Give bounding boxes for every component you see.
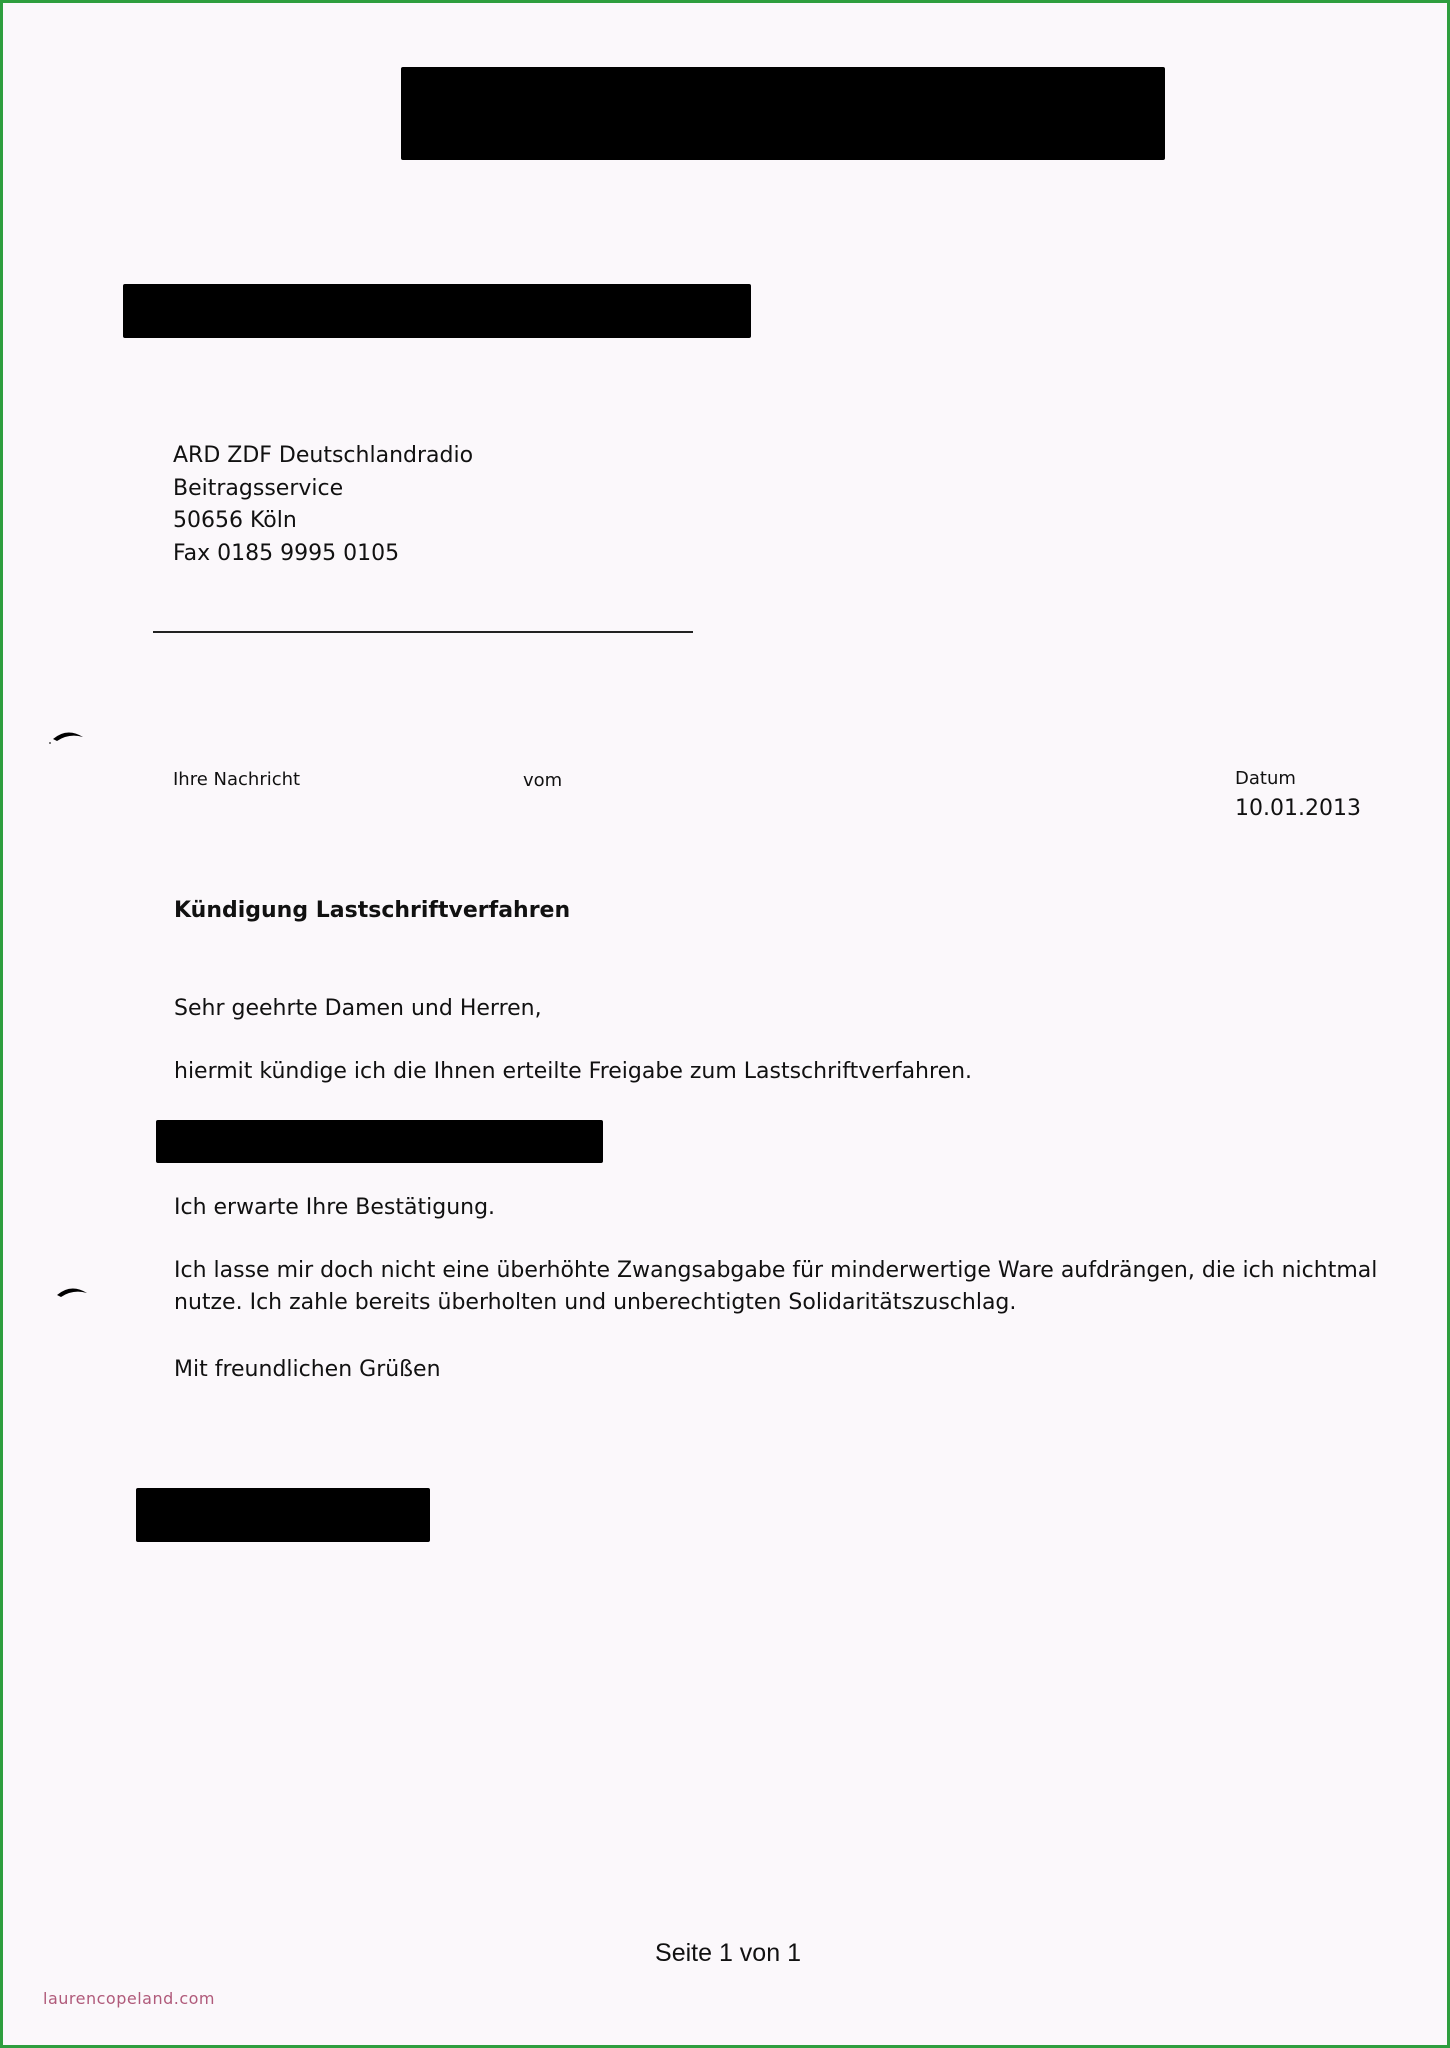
date-value: 10.01.2013 — [1235, 796, 1361, 821]
fold-mark-middle — [51, 1279, 91, 1319]
date-label: Datum — [1235, 768, 1296, 789]
recipient-line-4: Fax 0185 9995 0105 — [173, 540, 400, 566]
paragraph-cancellation: hiermit kündige ich die Ihnen erteilte Freigabe zum Lastschriftverfahren. — [174, 1059, 973, 1084]
paragraph-confirmation: Ich erwarte Ihre Bestätigung. — [174, 1195, 496, 1220]
closing: Mit freundlichen Grüßen — [174, 1357, 441, 1382]
redacted-sender-line — [123, 284, 751, 338]
paragraph-complaint-line-1: Ich lasse mir doch nicht eine überhöhte Zwangsabgabe für minderwertige Ware aufdrängen, die ich nichtmal — [174, 1258, 1378, 1283]
address-window-rule — [153, 631, 693, 633]
recipient-line-2: Beitragsservice — [173, 475, 344, 501]
your-message-label: Ihre Nachricht — [173, 769, 301, 790]
redacted-signature — [136, 1488, 430, 1542]
recipient-line-3: 50656 Köln — [173, 508, 297, 533]
watermark: laurencopeland.com — [43, 1989, 215, 2008]
page-number: Seite 1 von 1 — [655, 1939, 801, 1967]
from-label: vom — [523, 770, 563, 791]
salutation: Sehr geehrte Damen und Herren, — [174, 996, 542, 1021]
letter-subject: Kündigung Lastschriftverfahren — [174, 898, 571, 923]
recipient-address — [173, 440, 473, 570]
recipient-line-1: ARD ZDF Deutschlandradio — [173, 443, 474, 468]
fold-mark-top — [45, 723, 85, 763]
redacted-letterhead — [401, 67, 1165, 160]
paragraph-complaint-line-2: nutze. Ich zahle bereits überholten und unberechtigten Solidaritätszuschlag. — [174, 1290, 1017, 1315]
redacted-customer-number — [156, 1120, 603, 1163]
